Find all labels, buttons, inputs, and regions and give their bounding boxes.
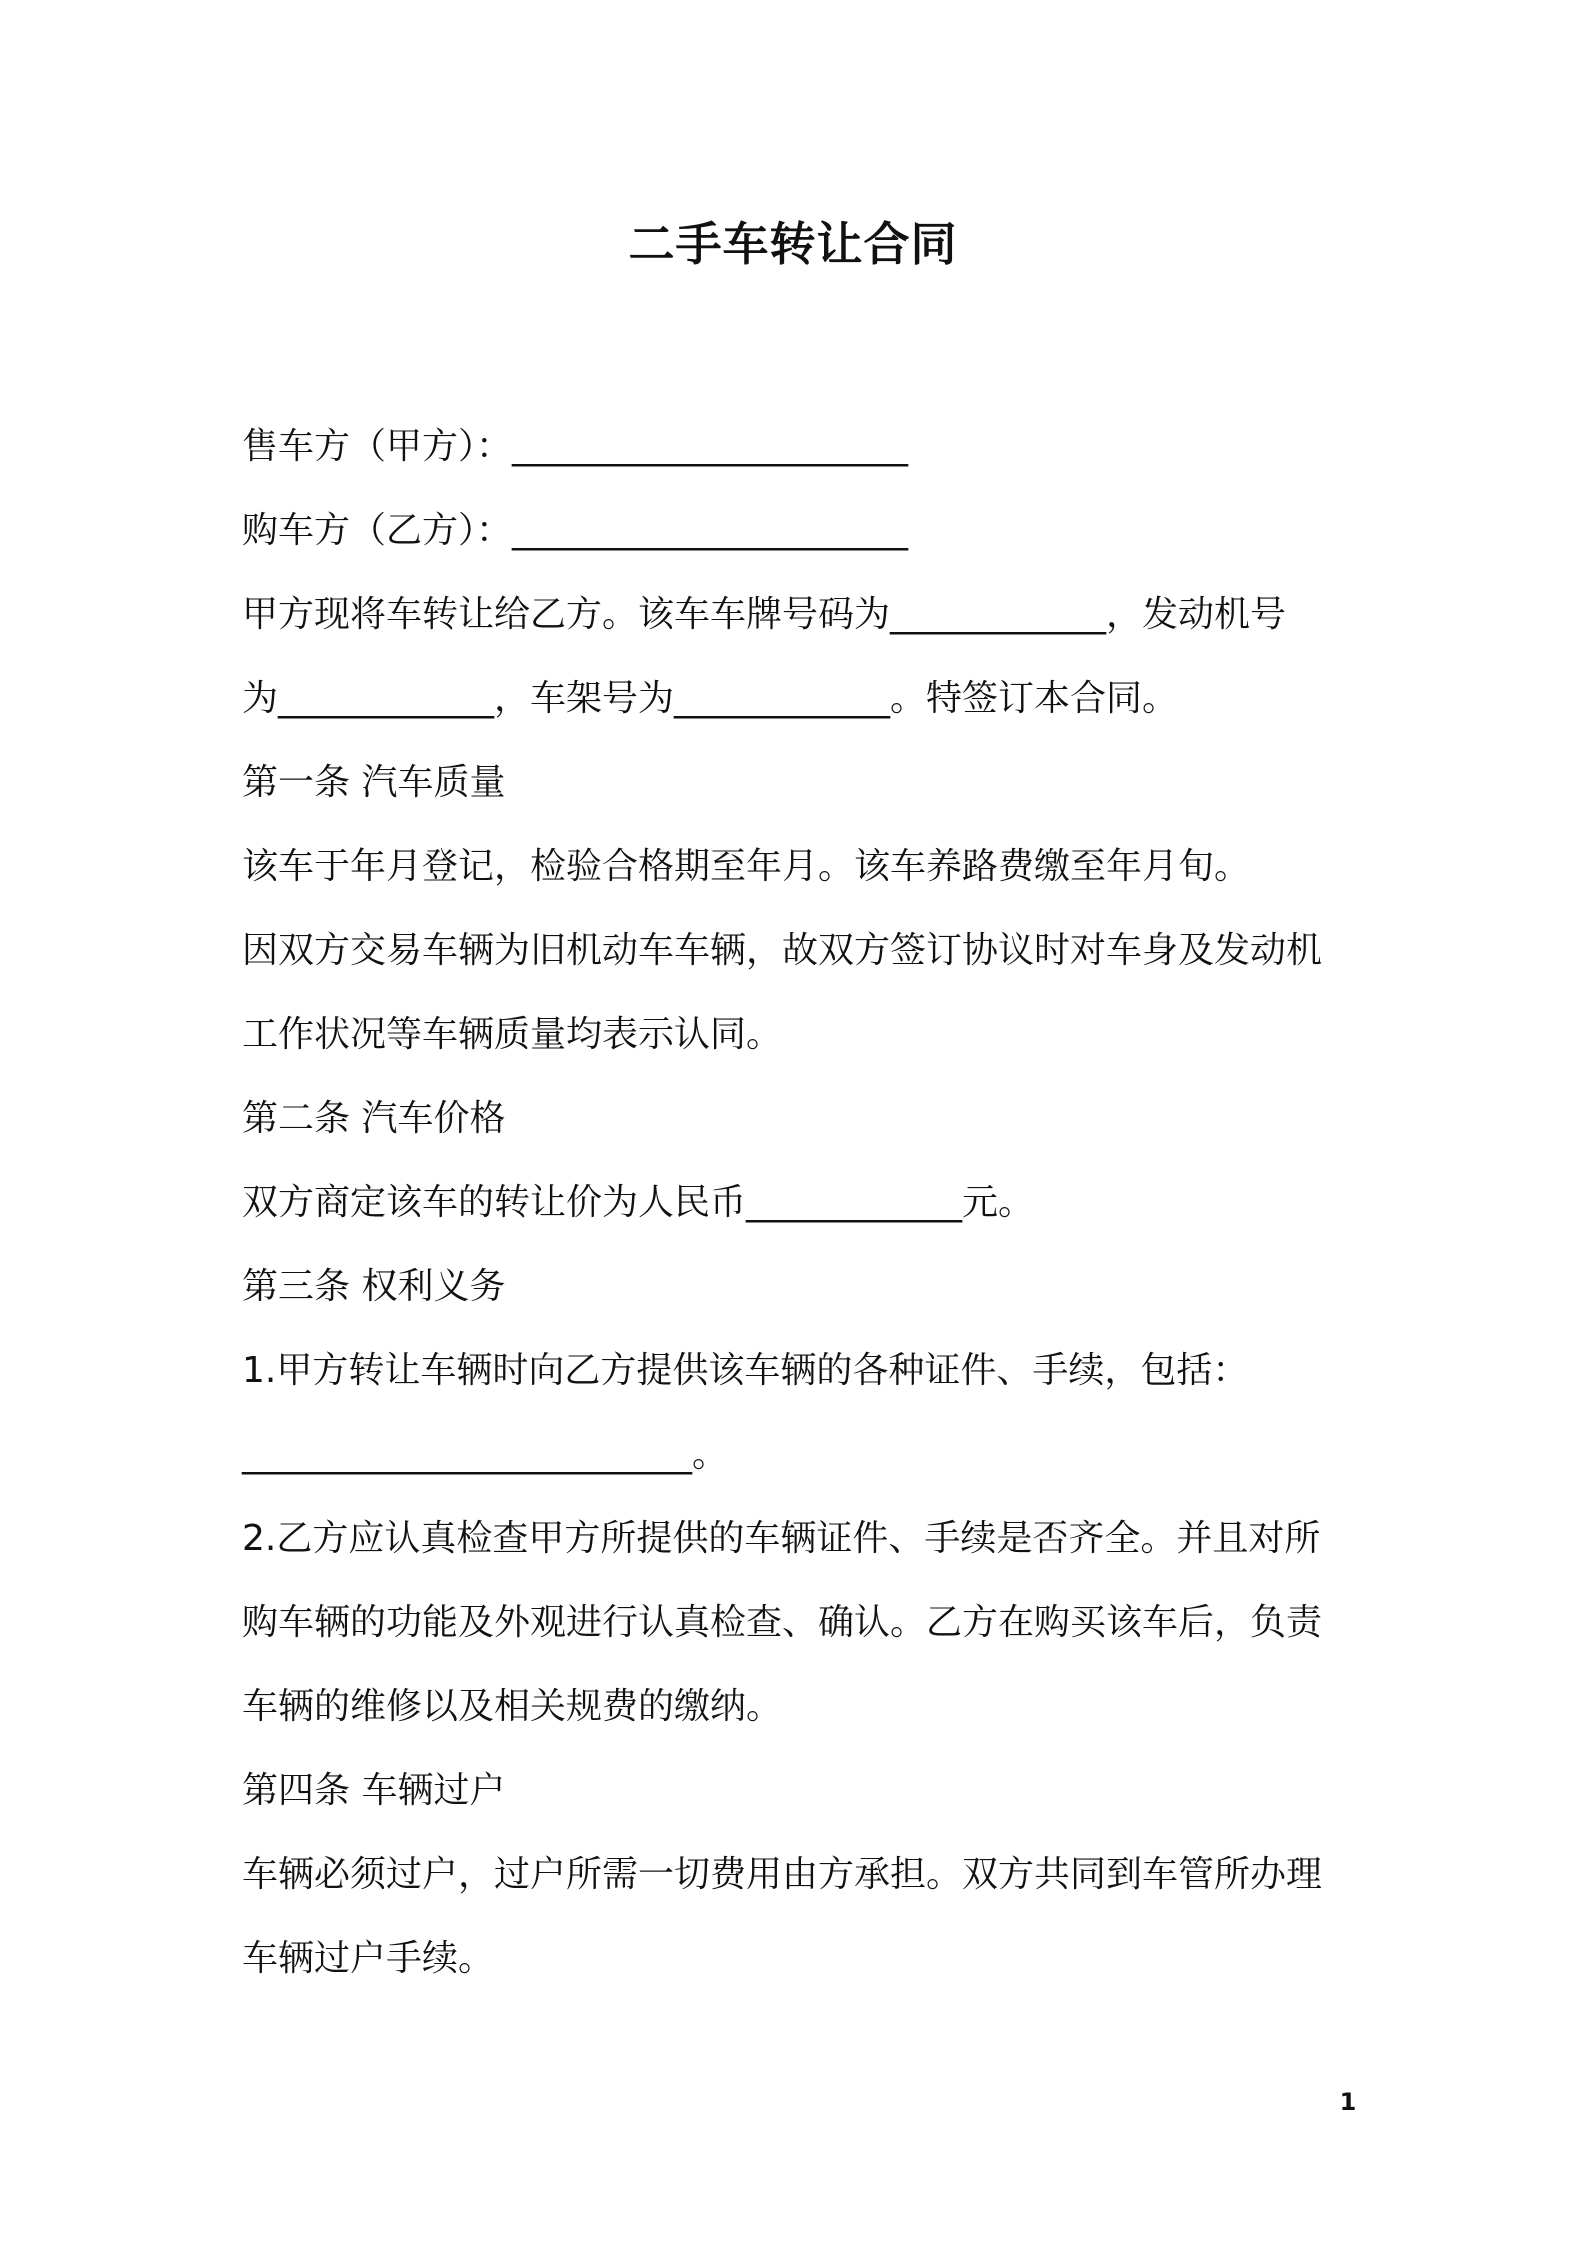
article-1-line-1: 该车于年月登记，检验合格期至年月。该车养路费缴至年月旬。 xyxy=(242,846,1251,887)
seller-party-line: 售车方（甲方）：______________________ xyxy=(242,426,909,467)
contract-body xyxy=(242,405,1352,2001)
article-1-line-2: 因双方交易车辆为旧机动车车辆，故双方签订协议时对车身及发动机 xyxy=(242,930,1323,971)
article-4-heading: 第四条 车辆过户 xyxy=(242,1770,506,1811)
page-number: 1 xyxy=(1339,2088,1357,2116)
article-3-heading: 第三条 权利义务 xyxy=(242,1266,506,1307)
buyer-party-line: 购车方（乙方）：______________________ xyxy=(242,510,909,551)
article-3-item-2-line-3: 车辆的维修以及相关规费的缴纳。 xyxy=(242,1686,783,1727)
article-3-item-2-line-2: 购车辆的功能及外观进行认真检查、确认。乙方在购买该车后，负责 xyxy=(242,1602,1323,1643)
article-1-line-3: 工作状况等车辆质量均表示认同。 xyxy=(242,1014,783,1055)
intro-line-2: 为____________，车架号为____________。特签订本合同。 xyxy=(242,678,1179,719)
intro-line-1: 甲方现将车转让给乙方。该车车牌号码为____________，发动机号 xyxy=(242,594,1287,635)
document-title: 二手车转让合同 xyxy=(628,217,958,271)
article-3-item-1-line-1: 1.甲方转让车辆时向乙方提供该车辆的各种证件、手续，包括： xyxy=(242,1350,1249,1391)
article-4-line-2: 车辆过户手续。 xyxy=(242,1938,495,1979)
article-2-heading: 第二条 汽车价格 xyxy=(242,1098,506,1139)
article-2-line-1: 双方商定该车的转让价为人民币____________元。 xyxy=(242,1182,1035,1223)
article-1-heading: 第一条 汽车质量 xyxy=(242,762,506,803)
article-3-item-2-line-1: 2.乙方应认真检查甲方所提供的车辆证件、手续是否齐全。并且对所 xyxy=(242,1518,1321,1559)
article-3-item-1-line-2: _________________________。 xyxy=(242,1434,728,1475)
article-4-line-1: 车辆必须过户，过户所需一切费用由方承担。双方共同到车管所办理 xyxy=(242,1854,1323,1895)
